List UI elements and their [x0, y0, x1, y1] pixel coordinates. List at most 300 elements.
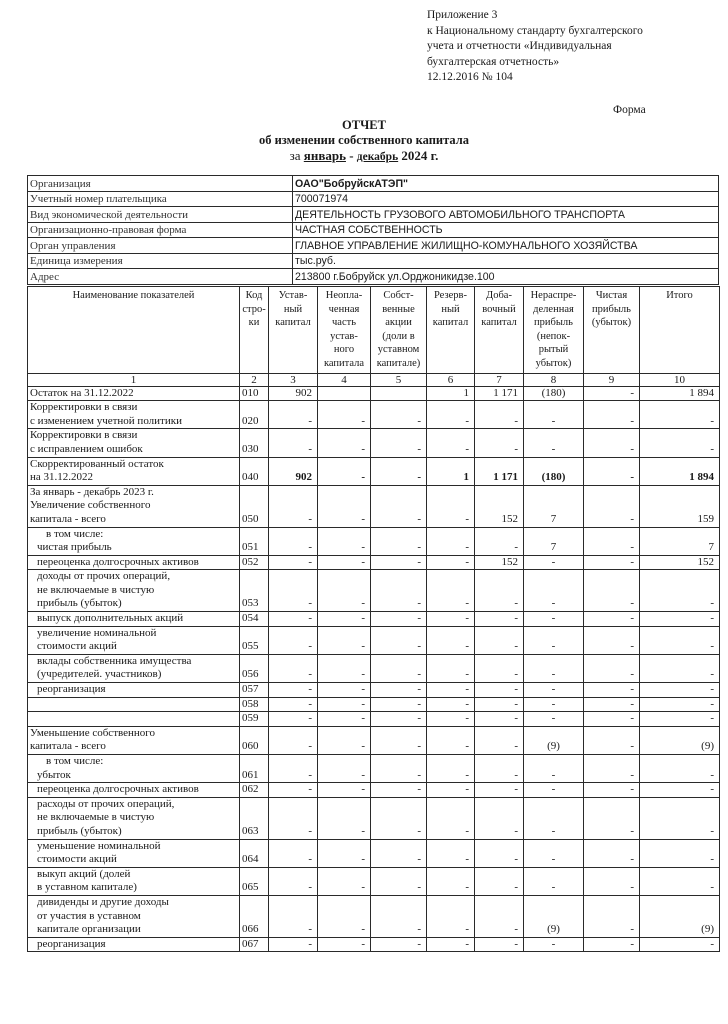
indicator-name-line: капитала - всего — [30, 740, 106, 753]
cell-value: - — [475, 527, 524, 555]
column-header: Устав- ный капитал — [269, 287, 318, 374]
cell-value: - — [524, 683, 584, 698]
cell-value: - — [318, 401, 371, 429]
cell-value: (9) — [640, 726, 720, 754]
cell-value: - — [427, 755, 475, 783]
cell-value: - — [640, 401, 720, 429]
cell-value: - — [584, 683, 640, 698]
cell-value: - — [318, 683, 371, 698]
indicator-name — [28, 612, 240, 627]
cell-value: - — [371, 626, 427, 654]
row-code: 063 — [240, 797, 269, 839]
cell-value: - — [269, 527, 318, 555]
annex-line: Приложение 3 — [427, 9, 498, 21]
cell-value: - — [475, 612, 524, 627]
cell-value: - — [640, 683, 720, 698]
org-info-row — [28, 238, 719, 254]
annex-line: 12.12.2016 № 104 — [427, 71, 513, 83]
cell-value: - — [475, 895, 524, 937]
indicator-name-line: чистая прибыль — [37, 541, 112, 554]
cell-value: - — [524, 797, 584, 839]
cell-value: - — [371, 867, 427, 895]
indicator-name-line: уменьшение номинальной — [37, 839, 161, 852]
indicator-name-line: не включаемые в чистую — [37, 811, 155, 824]
cell-value: - — [475, 867, 524, 895]
column-number: 10 — [640, 373, 720, 386]
table-row — [28, 839, 720, 867]
row-code: 056 — [240, 654, 269, 682]
column-header: Чистая прибыль (убыток) — [584, 287, 640, 374]
row-code: 065 — [240, 867, 269, 895]
cell-value: - — [371, 401, 427, 429]
cell-value: - — [269, 401, 318, 429]
cell-value: - — [269, 429, 318, 457]
indicator-name-line: в том числе: — [46, 755, 104, 767]
cell-value: - — [318, 555, 371, 570]
cell-value: - — [640, 712, 720, 727]
table-row — [28, 712, 720, 727]
cell-value: - — [371, 612, 427, 627]
cell-value: - — [269, 839, 318, 867]
cell-value: - — [640, 755, 720, 783]
cell-value: - — [269, 867, 318, 895]
cell-value: - — [427, 839, 475, 867]
column-number: 5 — [371, 373, 427, 386]
cell-value: - — [524, 839, 584, 867]
cell-value: 1 171 — [475, 386, 524, 401]
indicator-name-line: стоимости акций — [37, 853, 117, 866]
org-info-row — [28, 191, 719, 207]
report-subtitle: об изменении собственного капитала — [258, 133, 470, 147]
table-row — [28, 457, 720, 485]
cell-value: - — [318, 726, 371, 754]
cell-value — [371, 386, 427, 401]
cell-value: - — [427, 726, 475, 754]
cell-value: - — [584, 527, 640, 555]
indicator-name-line: с исправлением ошибок — [30, 442, 143, 455]
cell-value: - — [524, 937, 584, 952]
cell-value: - — [269, 570, 318, 612]
cell-value: - — [427, 612, 475, 627]
indicator-name-line: дивиденды и другие доходы — [37, 895, 169, 908]
cell-value: - — [584, 485, 640, 527]
column-header: Код стро- ки — [240, 287, 269, 374]
indicator-name-line: Скорректированный остаток — [30, 457, 164, 470]
row-code: 067 — [240, 937, 269, 952]
cell-value: - — [427, 429, 475, 457]
org-info-label: Учетный номер плательщика — [28, 191, 293, 207]
cell-value: - — [371, 570, 427, 612]
indicator-name — [28, 697, 240, 712]
cell-value: - — [318, 783, 371, 798]
column-number: 4 — [318, 373, 371, 386]
indicator-name — [28, 726, 240, 754]
cell-value: - — [318, 797, 371, 839]
indicator-name — [28, 626, 240, 654]
column-header: Нераспре- деленная прибыль (непок- рытый убыток) — [524, 287, 584, 374]
cell-value: - — [269, 485, 318, 527]
cell-value: - — [318, 457, 371, 485]
table-row — [28, 867, 720, 895]
cell-value: - — [475, 797, 524, 839]
cell-value: - — [475, 401, 524, 429]
table-row — [28, 783, 720, 798]
cell-value: - — [371, 697, 427, 712]
cell-value: - — [371, 429, 427, 457]
column-number-row — [28, 373, 720, 386]
cell-value: - — [427, 895, 475, 937]
organization-info-table — [27, 175, 719, 285]
org-info-value: ГЛАВНОЕ УПРАВЛЕНИЕ ЖИЛИЩНО-КОМУНАЛЬНОГО ХОЗЯЙСТВА — [293, 238, 719, 254]
table-row — [28, 386, 720, 401]
indicator-name-line: реорганизация — [37, 937, 106, 950]
indicator-name-line: Уменьшение собственного — [30, 726, 156, 739]
cell-value: - — [371, 797, 427, 839]
cell-value: - — [640, 783, 720, 798]
column-number: 1 — [28, 373, 240, 386]
cell-value: - — [427, 485, 475, 527]
indicator-name-line: расходы от прочих операций, — [37, 797, 175, 810]
row-code: 053 — [240, 570, 269, 612]
cell-value: - — [475, 429, 524, 457]
org-info-row — [28, 222, 719, 238]
cell-value: - — [269, 726, 318, 754]
indicator-name-line: (учредителей. участников) — [37, 668, 162, 681]
indicator-name — [28, 485, 240, 527]
cell-value: - — [318, 654, 371, 682]
table-row — [28, 527, 720, 555]
row-code: 057 — [240, 683, 269, 698]
table-row — [28, 429, 720, 457]
cell-value: - — [427, 937, 475, 952]
indicator-name-line: переоценка долгосрочных активов — [37, 783, 199, 796]
table-row — [28, 612, 720, 627]
report-period — [0, 148, 728, 164]
cell-value: - — [584, 570, 640, 612]
column-number: 3 — [269, 373, 318, 386]
cell-value: - — [318, 755, 371, 783]
indicator-name — [28, 457, 240, 485]
row-code: 055 — [240, 626, 269, 654]
cell-value: 1 894 — [640, 457, 720, 485]
column-number: 9 — [584, 373, 640, 386]
cell-value: - — [524, 867, 584, 895]
cell-value: - — [475, 654, 524, 682]
table-row — [28, 555, 720, 570]
table-row — [28, 683, 720, 698]
cell-value: 902 — [269, 386, 318, 401]
cell-value: 7 — [524, 485, 584, 527]
cell-value: - — [427, 401, 475, 429]
row-code: 058 — [240, 697, 269, 712]
cell-value: - — [584, 626, 640, 654]
cell-value: - — [584, 726, 640, 754]
cell-value: - — [371, 839, 427, 867]
cell-value: - — [640, 867, 720, 895]
cell-value: - — [371, 555, 427, 570]
cell-value: - — [318, 626, 371, 654]
indicator-name-line: увеличение номинальной — [37, 626, 157, 639]
indicator-name-line: в том числе: — [46, 527, 104, 540]
cell-value: - — [584, 612, 640, 627]
cell-value: - — [269, 626, 318, 654]
cell-value: - — [475, 726, 524, 754]
cell-value: 159 — [640, 485, 720, 527]
cell-value: - — [427, 626, 475, 654]
column-header: Резерв- ный капитал — [427, 287, 475, 374]
org-info-label: Адрес — [28, 269, 293, 285]
period-from: январь — [303, 148, 346, 163]
row-code: 052 — [240, 555, 269, 570]
org-info-row — [28, 269, 719, 285]
cell-value: - — [584, 457, 640, 485]
row-code: 010 — [240, 386, 269, 401]
cell-value: - — [318, 485, 371, 527]
indicator-name-line: прибыль (убыток) — [37, 824, 122, 837]
cell-value: - — [371, 527, 427, 555]
cell-value: - — [640, 570, 720, 612]
org-info-row — [28, 207, 719, 223]
cell-value: - — [475, 755, 524, 783]
cell-value: - — [640, 626, 720, 654]
cell-value: - — [269, 697, 318, 712]
cell-value: - — [371, 457, 427, 485]
cell-value: - — [269, 755, 318, 783]
indicator-name — [28, 429, 240, 457]
cell-value: - — [524, 783, 584, 798]
cell-value: - — [318, 867, 371, 895]
annex-line: к Национальному стандарту бухгалтерского — [427, 24, 643, 37]
cell-value: 152 — [640, 555, 720, 570]
period-dash: - — [349, 148, 354, 163]
row-code: 061 — [240, 755, 269, 783]
annex-note — [427, 8, 717, 86]
cell-value: - — [584, 401, 640, 429]
cell-value: - — [318, 937, 371, 952]
cell-value: (9) — [524, 726, 584, 754]
cell-value: - — [584, 783, 640, 798]
cell-value: - — [318, 527, 371, 555]
indicator-name-line: выпуск дополнительных акций — [37, 612, 184, 625]
column-number: 8 — [524, 373, 584, 386]
indicator-name-line: от участия в уставном — [37, 909, 141, 922]
cell-value: - — [269, 895, 318, 937]
row-code: 050 — [240, 485, 269, 527]
cell-value: - — [584, 654, 640, 682]
cell-value: - — [584, 937, 640, 952]
period-year: 2024 г. — [401, 148, 439, 163]
indicator-name-line: реорганизация — [37, 683, 106, 696]
row-code: 060 — [240, 726, 269, 754]
cell-value: - — [269, 654, 318, 682]
indicator-name — [28, 570, 240, 612]
cell-value: - — [371, 654, 427, 682]
cell-value: - — [584, 697, 640, 712]
cell-value: - — [524, 712, 584, 727]
table-row — [28, 755, 720, 783]
cell-value: - — [427, 867, 475, 895]
org-info-value: тыс.руб. — [293, 253, 719, 269]
row-code: 064 — [240, 839, 269, 867]
column-number: 2 — [240, 373, 269, 386]
indicator-name — [28, 683, 240, 698]
row-code: 020 — [240, 401, 269, 429]
cell-value: - — [371, 895, 427, 937]
cell-value: - — [584, 867, 640, 895]
cell-value: - — [584, 712, 640, 727]
cell-value: - — [427, 683, 475, 698]
indicator-name-line: в уставном капитале) — [37, 881, 137, 894]
table-row — [28, 626, 720, 654]
row-code: 051 — [240, 527, 269, 555]
indicator-name-line: доходы от прочих операций, — [37, 570, 171, 583]
cell-value: 1 — [427, 457, 475, 485]
cell-value: - — [371, 683, 427, 698]
table-row — [28, 485, 720, 527]
cell-value: - — [269, 797, 318, 839]
cell-value: - — [584, 755, 640, 783]
cell-value: - — [475, 937, 524, 952]
org-info-value: ОАО"БобруйскАТЭП" — [293, 176, 719, 192]
indicator-name-line: прибыль (убыток) — [37, 597, 122, 610]
cell-value: (180) — [524, 386, 584, 401]
cell-value: - — [475, 839, 524, 867]
column-header: Неопла- ченная часть устав- ного капитала — [318, 287, 371, 374]
cell-value: - — [371, 783, 427, 798]
row-code: 066 — [240, 895, 269, 937]
row-code: 030 — [240, 429, 269, 457]
cell-value: - — [371, 755, 427, 783]
org-info-label: Организационно-правовая форма — [28, 222, 293, 238]
cell-value: - — [427, 697, 475, 712]
cell-value: - — [371, 485, 427, 527]
indicator-name — [28, 797, 240, 839]
cell-value: - — [640, 654, 720, 682]
indicator-name — [28, 755, 240, 783]
indicator-name-line: Корректировки в связи — [30, 401, 138, 414]
indicator-name-line: Увеличение собственного — [30, 499, 151, 512]
indicator-name — [28, 555, 240, 570]
cell-value: 902 — [269, 457, 318, 485]
cell-value: - — [371, 712, 427, 727]
form-label: Форма — [613, 104, 646, 116]
column-number: 7 — [475, 373, 524, 386]
cell-value — [318, 386, 371, 401]
cell-value: - — [640, 612, 720, 627]
cell-value: - — [584, 797, 640, 839]
cell-value: - — [269, 937, 318, 952]
cell-value: - — [524, 755, 584, 783]
indicator-name-line: на 31.12.2022 — [30, 471, 94, 484]
indicator-name-line: стоимости акций — [37, 640, 117, 653]
cell-value: - — [427, 570, 475, 612]
indicator-name-line: с изменением учетной политики — [30, 414, 182, 427]
table-row — [28, 937, 720, 952]
indicator-name-line: не включаемые в чистую — [37, 583, 155, 596]
cell-value: - — [524, 429, 584, 457]
cell-value: - — [640, 937, 720, 952]
indicator-name-line: выкуп акций (долей — [37, 867, 131, 880]
cell-value: 152 — [475, 555, 524, 570]
cell-value: - — [524, 697, 584, 712]
cell-value: - — [640, 697, 720, 712]
cell-value: 152 — [475, 485, 524, 527]
org-info-label: Организация — [28, 176, 293, 192]
equity-changes-table — [27, 286, 720, 952]
column-header: Собст- венные акции (доли в уставном капитале) — [371, 287, 427, 374]
cell-value: - — [584, 839, 640, 867]
cell-value: - — [524, 654, 584, 682]
indicator-name-line: убыток — [37, 768, 71, 781]
cell-value: (9) — [640, 895, 720, 937]
org-info-value: 213800 г.Бобруйск ул.Орджоникидзе.100 — [293, 269, 719, 285]
cell-value: - — [427, 654, 475, 682]
cell-value: - — [524, 570, 584, 612]
table-row — [28, 895, 720, 937]
column-header: Наименование показателей — [28, 287, 240, 374]
org-info-label: Орган управления — [28, 238, 293, 254]
cell-value: - — [475, 683, 524, 698]
cell-value: - — [269, 783, 318, 798]
cell-value: - — [318, 429, 371, 457]
org-info-value: 700071974 — [293, 191, 719, 207]
annex-line: бухгалтерская отчетность» — [427, 55, 560, 68]
indicator-name — [28, 401, 240, 429]
table-header-row — [28, 287, 720, 374]
indicator-name-line: капитала - всего — [30, 512, 106, 525]
row-code: 040 — [240, 457, 269, 485]
cell-value: (180) — [524, 457, 584, 485]
cell-value: - — [269, 555, 318, 570]
indicator-name-line: Корректировки в связи — [30, 429, 138, 442]
column-number: 6 — [427, 373, 475, 386]
cell-value: - — [524, 612, 584, 627]
cell-value: - — [269, 612, 318, 627]
cell-value: - — [427, 712, 475, 727]
cell-value: - — [524, 401, 584, 429]
cell-value: - — [318, 570, 371, 612]
indicator-name — [28, 527, 240, 555]
cell-value: - — [371, 937, 427, 952]
cell-value: - — [269, 712, 318, 727]
indicator-name-line: вклады собственника имущества — [37, 654, 192, 667]
cell-value: - — [318, 697, 371, 712]
cell-value: - — [640, 429, 720, 457]
indicator-name-line: Остаток на 31.12.2022 — [30, 386, 134, 399]
indicator-name-line: За январь - декабрь 2023 г. — [30, 485, 154, 498]
cell-value: - — [584, 386, 640, 401]
cell-value: - — [318, 839, 371, 867]
cell-value: - — [524, 626, 584, 654]
annex-line: учета и отчетности «Индивидуальная — [427, 40, 612, 52]
cell-value: 1 — [427, 386, 475, 401]
cell-value: - — [475, 626, 524, 654]
table-row — [28, 570, 720, 612]
org-info-row — [28, 176, 719, 192]
org-info-label: Единица измерения — [28, 253, 293, 269]
cell-value: - — [475, 712, 524, 727]
table-row — [28, 401, 720, 429]
table-row — [28, 726, 720, 754]
cell-value: - — [318, 712, 371, 727]
column-header: Итого — [640, 287, 720, 374]
cell-value: - — [427, 783, 475, 798]
column-header: Доба- вочный капитал — [475, 287, 524, 374]
period-prefix: за — [289, 148, 301, 163]
cell-value: - — [427, 797, 475, 839]
report-title: ОТЧЕТ — [342, 118, 386, 132]
cell-value: (9) — [524, 895, 584, 937]
